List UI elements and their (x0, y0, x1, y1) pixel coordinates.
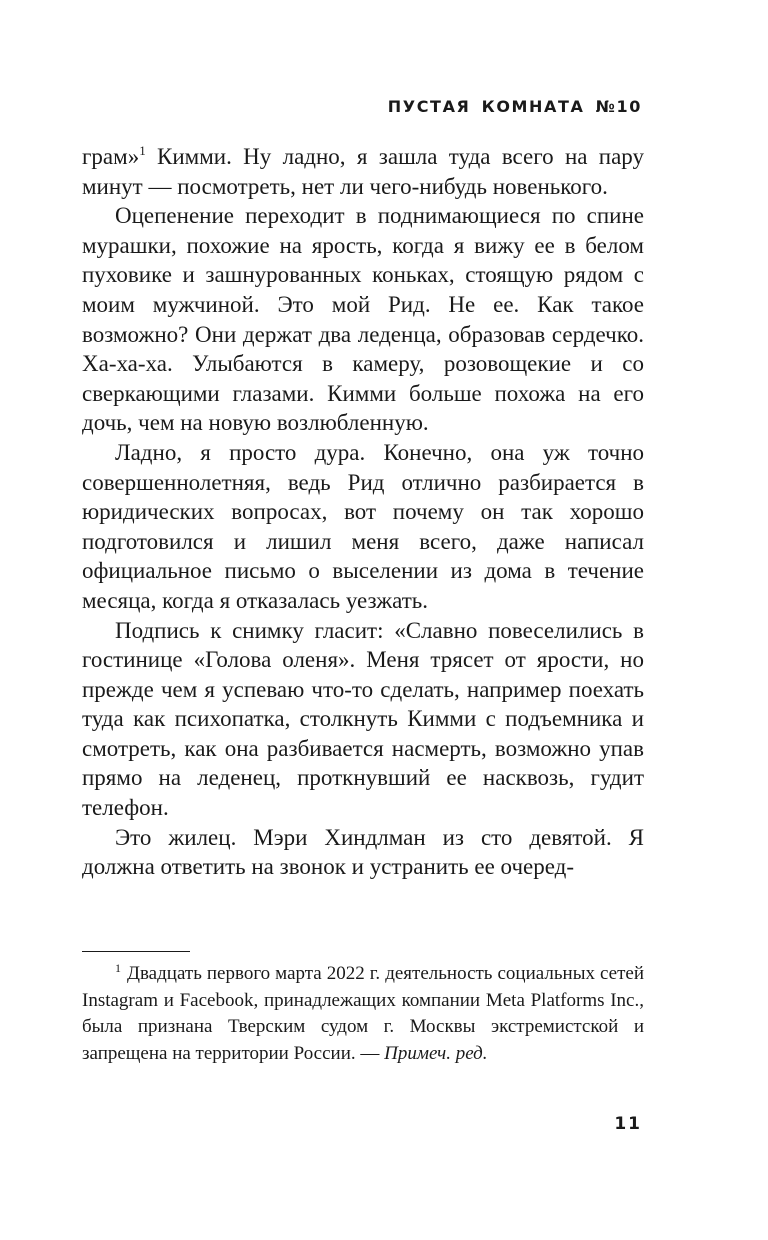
paragraph-1 (82, 142, 644, 201)
running-head: ПУСТАЯ КОМНАТА №10 (387, 97, 642, 116)
footnote (82, 961, 644, 1067)
paragraph-5: Это жилец. Мэри Хиндлман из сто девятой. Я должна ответить на звонок и устранить ее очеред- (82, 824, 644, 880)
footnote-marker: 1 (115, 961, 121, 975)
footnote-text: Двадцать первого марта 2022 г. деятельность социальных сетей Instagram и Facebook, принадлежащих компании Meta Platforms Inc., была признана Тверским судом г. Москвы экстремистской и запрещена на территории России. — (82, 963, 644, 1064)
body-text (82, 142, 644, 882)
paragraph-2: Оцепенение переходит в поднимающиеся по спине мурашки, похожие на ярость, когда я вижу ее в белом пуховике и зашнурованных коньках, стоящую рядом с моим мужчиной. Это мой Рид. Не ее. Как такое возможно? Они держат два леденца, образовав сердечко. Ха-ха-ха. Улыбаются в камеру, розовощекие и со сверкающими глазами. Кимми больше похожа на его дочь, чем на новую возлюбленную. (82, 203, 644, 436)
paragraph-3: Ладно, я просто дура. Конечно, она уж точно совершеннолетняя, ведь Рид отлично разбирается в юридических вопросах, вот почему он так хорошо подготовился и лишил меня всего, даже написал официальное письмо о выселении из дома в течение месяца, когда я отказалась уезжать. (82, 439, 644, 613)
paragraph-1-rest: Кимми. Ну ладно, я зашла туда всего на пару минут — посмотреть, нет ли чего-нибудь новенького. (82, 144, 644, 199)
paragraph-4: Подпись к снимку гласит: «Славно повеселились в гостинице «Голова оленя». Меня трясет от ярости, но прежде чем я успеваю что-то сделать, например поехать туда как психопатка, столкнуть Кимми с подъемника и смотреть, как она разбивается насмерть, возможно упав прямо на леденец, проткнувший ее насквозь, гудит телефон. (82, 617, 644, 821)
page-number: 11 (614, 1114, 642, 1134)
footnote-editor-note: Примеч. ред. (384, 1042, 488, 1064)
paragraph-1-start: грам» (82, 144, 140, 169)
footnote-reference: 1 (139, 143, 146, 158)
footnote-divider (82, 951, 190, 952)
